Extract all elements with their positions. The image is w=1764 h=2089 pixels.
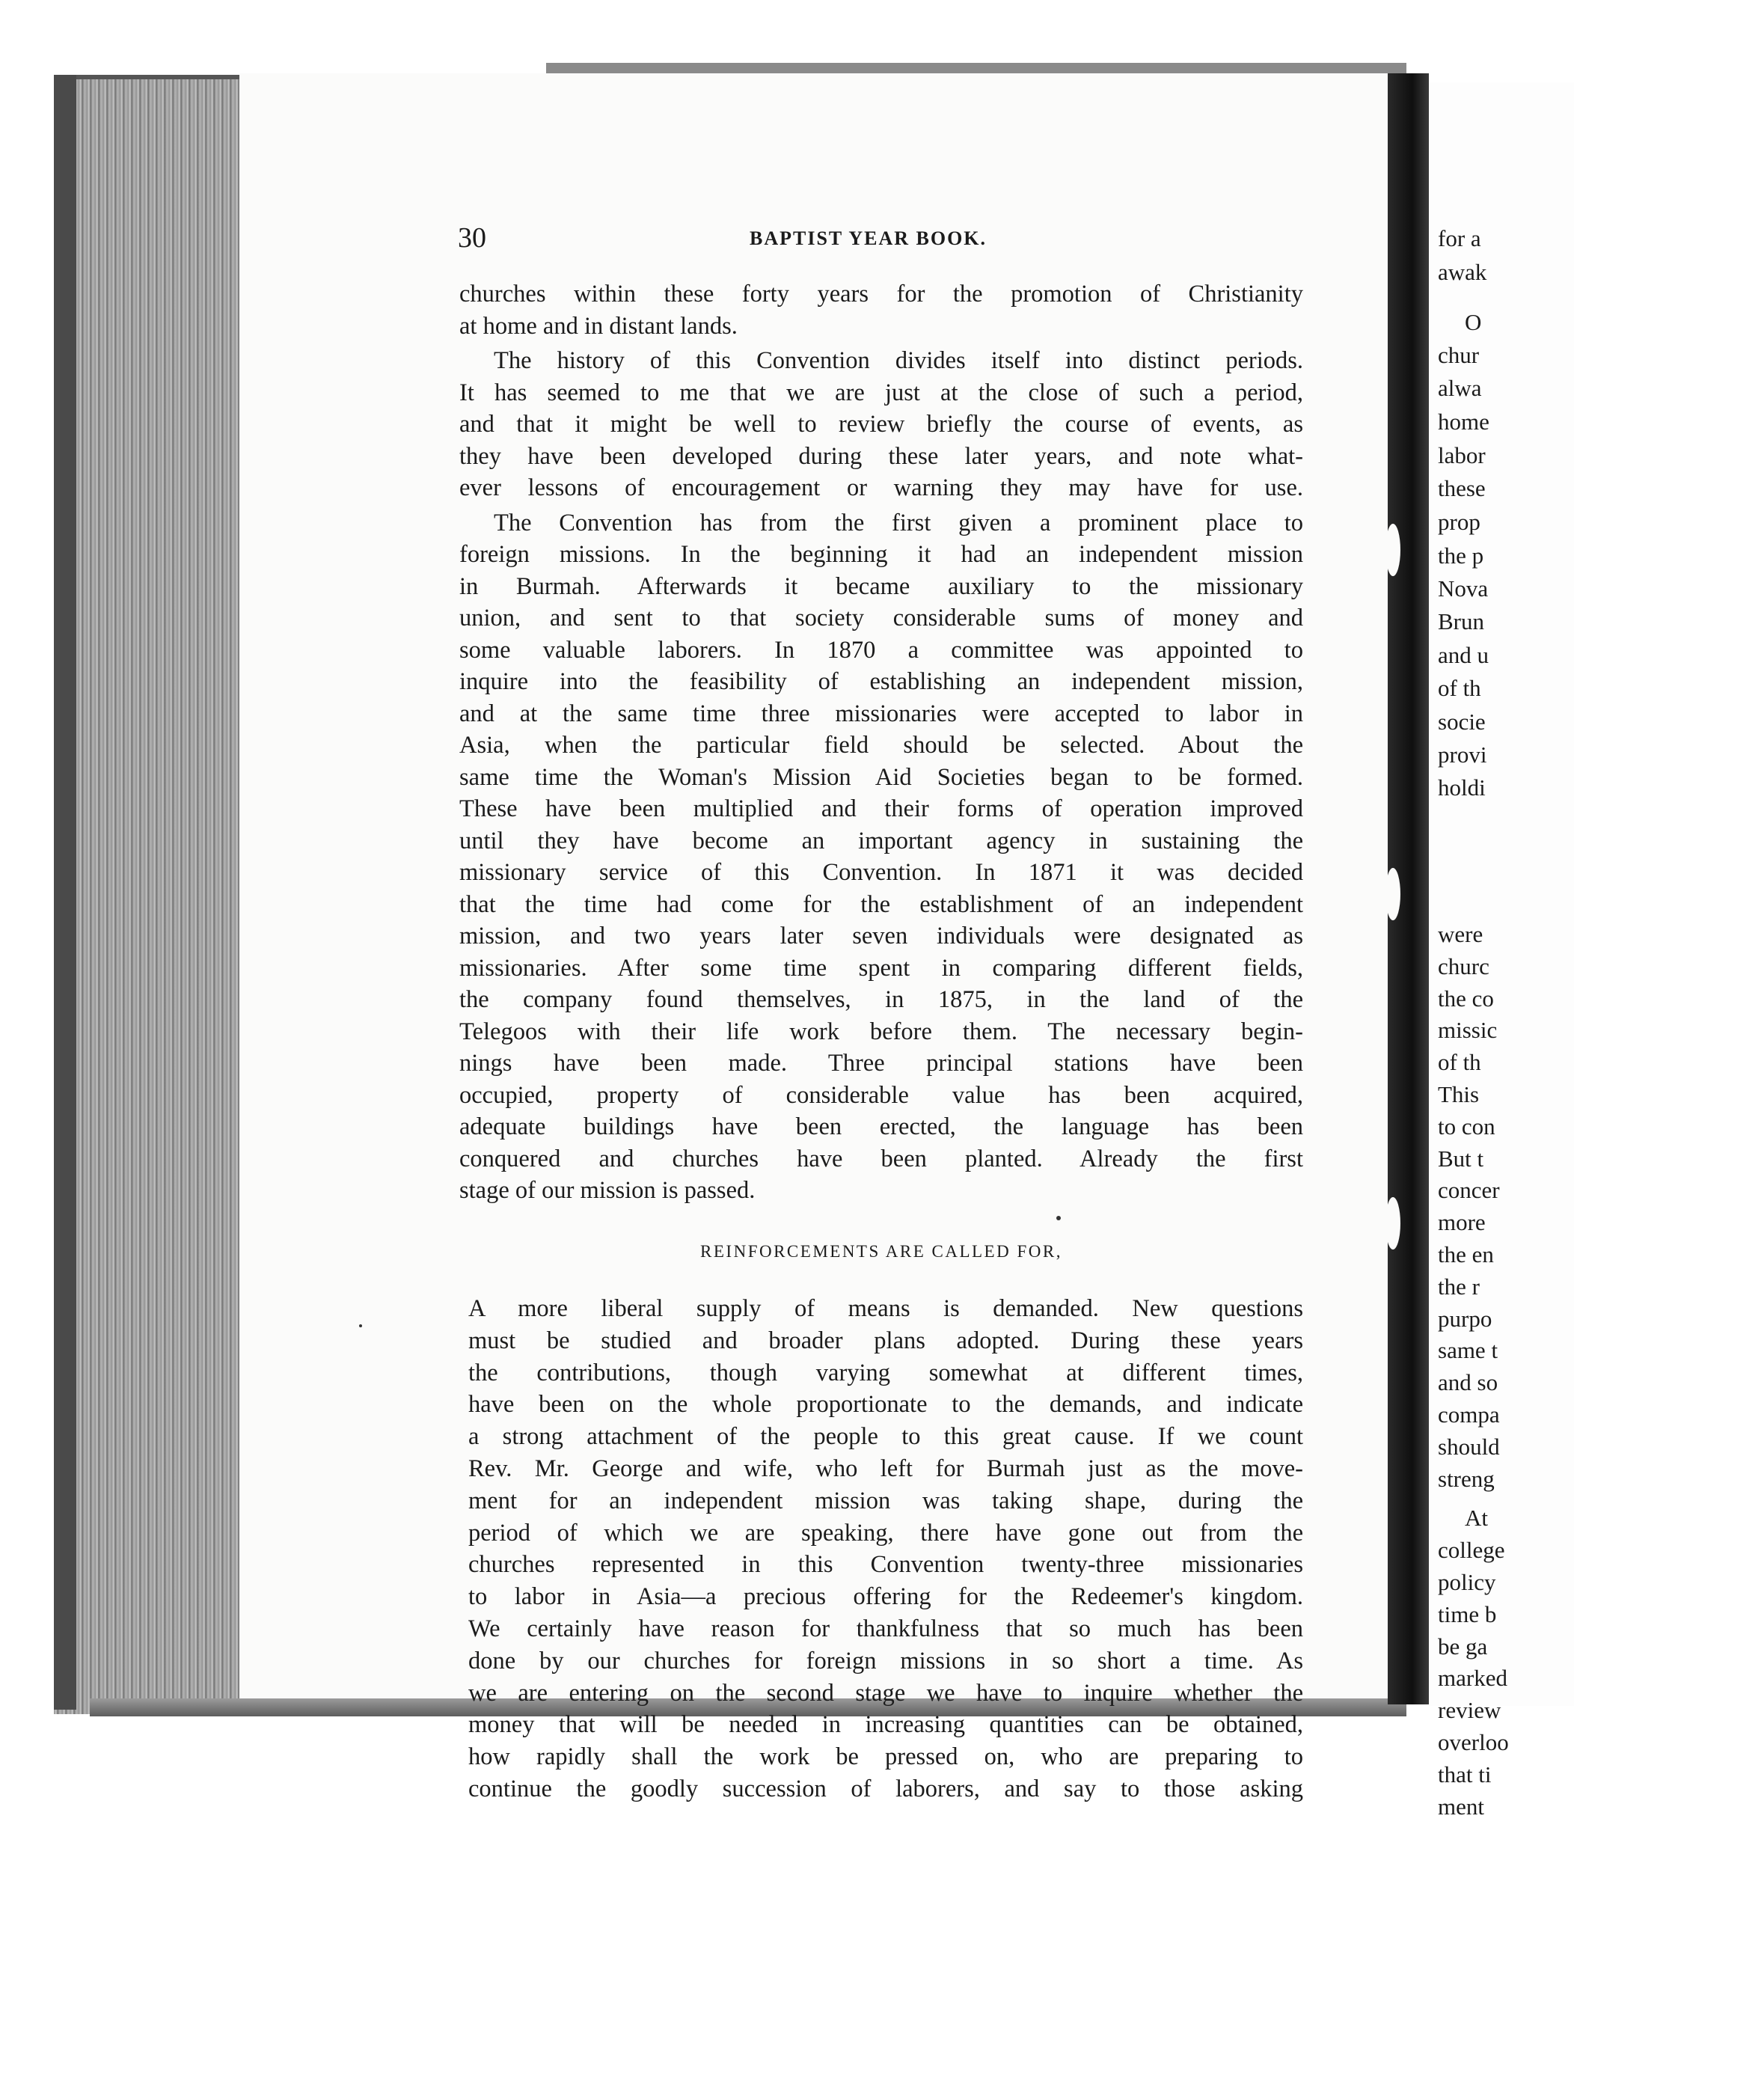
- right-page-line: missic: [1438, 1017, 1498, 1044]
- text-line: union, and sent to that society considerable sums of money and: [459, 605, 1303, 631]
- text-line: and that it might be well to review briefly the course of events, as: [459, 411, 1303, 438]
- text-line: ever lessons of encouragement or warning they may have for use.: [459, 474, 1303, 501]
- right-page-line: socie: [1438, 709, 1486, 735]
- binding-shadow: [54, 75, 76, 1710]
- right-page-line: the p: [1438, 542, 1484, 569]
- page-notch: [1385, 524, 1400, 576]
- right-page-line: these: [1438, 475, 1486, 501]
- text-line: a strong attachment of the people to this great cause. If we count: [468, 1423, 1303, 1451]
- text-line: they have been developed during these later years, and note what-: [459, 442, 1303, 470]
- page-number: 30: [458, 222, 486, 254]
- text-line: must be studied and broader plans adopted. During these years: [468, 1327, 1303, 1354]
- right-page-line: prop: [1438, 509, 1480, 535]
- text-line: that the time had come for the establishment of an independent: [459, 890, 1303, 918]
- header-title: BAPTIST YEAR BOOK.: [750, 227, 987, 249]
- text-line: at home and in distant lands.: [459, 312, 738, 340]
- right-page-line: that ti: [1438, 1761, 1492, 1787]
- right-page-line: This: [1438, 1081, 1480, 1107]
- right-page-line: to con: [1438, 1113, 1495, 1140]
- right-page-line: Nova: [1438, 575, 1489, 602]
- right-page-line: the co: [1438, 985, 1494, 1012]
- right-page-line: marked: [1438, 1665, 1507, 1692]
- text-line: continue the goodly succession of laborers, and say to those asking: [468, 1775, 1303, 1802]
- text-line: ment for an independent mission was taking shape, during the: [468, 1487, 1303, 1514]
- body-text-continued: [468, 1293, 1303, 1805]
- top-edge: [546, 63, 1406, 73]
- text-line: The Convention has from the first given a prominent place to: [494, 509, 1303, 536]
- right-page-line: review: [1438, 1697, 1501, 1724]
- right-page-line: same t: [1438, 1337, 1498, 1364]
- right-page-line: more: [1438, 1209, 1486, 1236]
- text-line: how rapidly shall the work be pressed on, who are preparing to: [468, 1743, 1303, 1771]
- text-line: money that will be needed in increasing quantities can be obtained,: [468, 1711, 1303, 1739]
- right-page-line: concer: [1438, 1177, 1500, 1204]
- ink-speck: [359, 1324, 362, 1327]
- text-line: we are entering on the second stage we have to inquire whether the: [468, 1679, 1303, 1707]
- text-line: churches within these forty years for the promotion of Christianity: [459, 281, 1303, 308]
- right-page-line: compa: [1438, 1401, 1500, 1428]
- text-line: Rev. Mr. George and wife, who left for Burmah just as the move-: [468, 1455, 1303, 1482]
- text-line: Asia, when the particular field should be selected. About the: [459, 732, 1303, 759]
- page-notch: [1385, 1197, 1400, 1250]
- right-page-line: Brun: [1438, 608, 1484, 634]
- right-page-line: the en: [1438, 1241, 1494, 1267]
- text-line: in Burmah. Afterwards it became auxiliary to the missionary: [459, 572, 1303, 600]
- text-line: to labor in Asia—a precious offering for the Redeemer's kingdom.: [468, 1583, 1303, 1611]
- right-page-line: provi: [1438, 741, 1487, 768]
- text-line: done by our churches for foreign missions in so short a time. As: [468, 1647, 1303, 1674]
- text-line: We certainly have reason for thankfulness that so much has been: [468, 1615, 1303, 1642]
- right-page-line: holdi: [1438, 774, 1486, 801]
- text-line: the company found themselves, in 1875, in the land of the: [459, 986, 1303, 1013]
- text-line: Telegoos with their life work before them. The necessary begin-: [459, 1018, 1303, 1045]
- text-line: same time the Woman's Mission Aid Societies began to be formed.: [459, 763, 1303, 791]
- body-text: [459, 278, 1303, 1207]
- text-line: the contributions, though varying somewhat at different times,: [468, 1359, 1303, 1386]
- right-page: [1429, 82, 1574, 1820]
- text-line: nings have been made. Three principal stations have been: [459, 1050, 1303, 1077]
- right-page-line: and so: [1438, 1369, 1498, 1396]
- right-page-line: churc: [1438, 952, 1489, 979]
- right-page-line: But t: [1438, 1145, 1484, 1172]
- text-line: These have been multiplied and their forms of operation improved: [459, 795, 1303, 822]
- right-page-line: At: [1465, 1505, 1488, 1532]
- right-page-line: be ga: [1438, 1633, 1488, 1660]
- text-line: have been on the whole proportionate to the demands, and indicate: [468, 1391, 1303, 1419]
- text-line: mission, and two years later seven individuals were designated as: [459, 923, 1303, 949]
- text-line: until they have become an important agency in sustaining the: [459, 827, 1303, 854]
- right-page-line: and u: [1438, 642, 1489, 668]
- right-page-line: should: [1438, 1433, 1500, 1460]
- text-line: The history of this Convention divides itself into distinct periods.: [494, 347, 1303, 374]
- text-line: and at the same time three missionaries were accepted to labor in: [459, 700, 1303, 727]
- text-line: occupied, property of considerable value has been acquired,: [459, 1081, 1303, 1109]
- right-page-line: chur: [1438, 342, 1480, 368]
- text-line: some valuable laborers. In 1870 a committee was appointed to: [459, 636, 1303, 664]
- right-page-line: O: [1465, 309, 1482, 335]
- text-line: missionary service of this Convention. In 1871 it was decided: [459, 859, 1303, 886]
- right-page-line: of th: [1438, 675, 1481, 701]
- right-page-line: the r: [1438, 1273, 1480, 1300]
- text-line: conquered and churches have been planted. Already the first: [459, 1145, 1303, 1172]
- text-line: period of which we are speaking, there have gone out from the: [468, 1519, 1303, 1547]
- right-page-line: ment: [1438, 1793, 1484, 1820]
- text-line: churches represented in this Convention twenty-three missionaries: [468, 1551, 1303, 1579]
- text-line: It has seemed to me that we are just at the close of such a period,: [459, 379, 1303, 406]
- page-edge-stack: [54, 75, 241, 1714]
- text-line: foreign missions. In the beginning it had an independent mission: [459, 541, 1303, 568]
- right-page-line: were: [1438, 921, 1483, 947]
- right-page-line: alwa: [1438, 375, 1482, 401]
- right-page-line: for a: [1438, 225, 1481, 251]
- right-page-line: time b: [1438, 1600, 1497, 1627]
- text-line: inquire into the feasibility of establishing an independent mission,: [459, 668, 1303, 695]
- right-page-line: home: [1438, 409, 1489, 435]
- right-page-line: awak: [1438, 259, 1487, 285]
- text-line: A more liberal supply of means is demanded. New questions: [468, 1295, 1303, 1322]
- right-page-line: policy: [1438, 1569, 1496, 1595]
- text-line: missionaries. After some time spent in comparing different fields,: [459, 954, 1303, 982]
- ink-speck: [1056, 1216, 1061, 1220]
- right-page-line: college: [1438, 1537, 1505, 1564]
- right-page-line: purpo: [1438, 1305, 1492, 1332]
- section-heading: REINFORCEMENTS ARE CALLED FOR,: [700, 1242, 1062, 1261]
- right-page-line: labor: [1438, 442, 1486, 468]
- right-page-line: of th: [1438, 1049, 1481, 1076]
- text-line: adequate buildings have been erected, the language has been: [459, 1113, 1303, 1140]
- page-notch: [1385, 868, 1400, 920]
- right-page-line: streng: [1438, 1465, 1495, 1492]
- running-head: [458, 221, 1303, 257]
- right-page-line: overloo: [1438, 1729, 1509, 1755]
- text-line: stage of our mission is passed.: [459, 1177, 756, 1204]
